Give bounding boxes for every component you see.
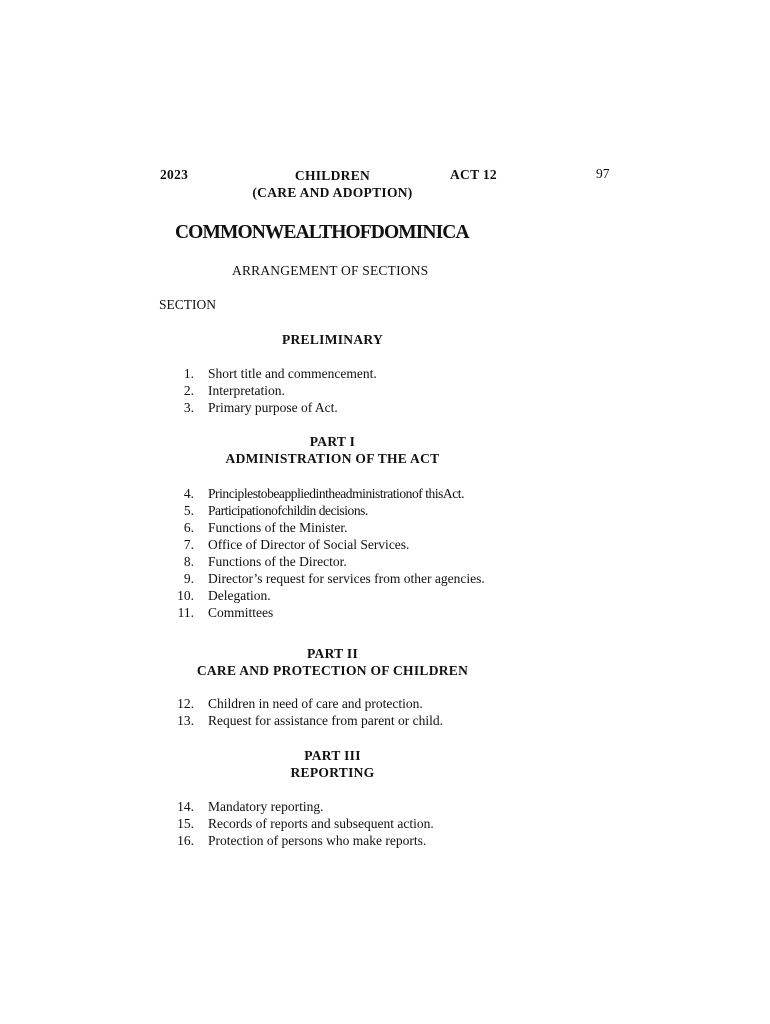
toc-item-number: 1. — [183, 366, 194, 381]
toc-item[interactable] — [160, 798, 434, 815]
part-heading-preliminary — [160, 331, 505, 348]
toc-item-number: 9. — [183, 571, 194, 586]
toc-item[interactable] — [160, 570, 485, 587]
part-heading-line1: PART III — [304, 748, 361, 763]
toc-item-number: 8. — [183, 554, 194, 569]
toc-item-number: 10. — [177, 588, 194, 603]
toc-item-number: 11. — [177, 605, 194, 620]
toc-item[interactable] — [160, 587, 485, 604]
toc-list-part-iii — [160, 798, 434, 849]
part-heading-part-ii — [160, 645, 505, 679]
toc-item-number: 7. — [183, 537, 194, 552]
section-label: SECTION — [159, 297, 216, 312]
toc-item-title: Director’s request for services from other agencies. — [208, 571, 485, 586]
toc-item[interactable] — [160, 519, 485, 536]
toc-list-part-ii — [160, 695, 443, 729]
toc-item-number: 16. — [177, 833, 194, 848]
header-act-title — [240, 167, 425, 201]
toc-item[interactable] — [160, 365, 377, 382]
header-title-line1: CHILDREN — [294, 168, 371, 183]
toc-item-title: Request for assistance from parent or child. — [208, 713, 444, 728]
toc-item-title: Committees — [208, 605, 274, 620]
toc-item[interactable] — [160, 815, 434, 832]
header-year: 2023 — [160, 167, 189, 182]
toc-item-title: Functions of the Minister. — [208, 520, 348, 535]
toc-item-number: 15. — [177, 816, 194, 831]
toc-item[interactable] — [160, 553, 485, 570]
part-heading-part-i — [160, 433, 505, 467]
toc-item-title: Records of reports and subsequent action. — [208, 816, 434, 831]
toc-item-title: Participationofchildin decisions. — [208, 503, 368, 518]
toc-item-number: 2. — [183, 383, 194, 398]
toc-item-number: 6. — [183, 520, 194, 535]
part-heading-line2: REPORTING — [290, 765, 375, 780]
toc-item-title: Short title and commencement. — [208, 366, 377, 381]
toc-list-preliminary — [160, 365, 377, 416]
toc-item[interactable] — [160, 832, 434, 849]
toc-item[interactable] — [160, 485, 485, 502]
part-heading-line2: CARE AND PROTECTION OF CHILDREN — [196, 663, 469, 678]
header-act-number: ACT 12 — [450, 167, 497, 182]
toc-item-title: Office of Director of Social Services. — [208, 537, 410, 552]
toc-item-title: Delegation. — [208, 588, 271, 603]
toc-item[interactable] — [160, 604, 485, 621]
header-title-line2: (CARE AND ADOPTION) — [252, 185, 413, 200]
part-heading-line2: ADMINISTRATION OF THE ACT — [225, 451, 440, 466]
toc-item-number: 3. — [183, 400, 194, 415]
toc-item-title: Protection of persons who make reports. — [208, 833, 427, 848]
part-heading-line1: PRELIMINARY — [281, 332, 384, 347]
toc-list-part-i — [160, 485, 485, 621]
toc-item-number: 5. — [183, 503, 194, 518]
toc-item-title: Children in need of care and protection. — [208, 696, 423, 711]
toc-item[interactable] — [160, 695, 443, 712]
toc-item-number: 4. — [183, 486, 194, 501]
part-heading-line1: PART II — [306, 646, 358, 661]
toc-item-number: 13. — [177, 713, 194, 728]
toc-item-title: Primary purpose of Act. — [208, 400, 338, 415]
arrangement-heading: ARRANGEMENT OF SECTIONS — [232, 263, 429, 278]
toc-item[interactable] — [160, 502, 485, 519]
part-heading-line1: PART I — [309, 434, 356, 449]
country-title: COMMONWEALTHOFDOMINICA — [175, 222, 469, 243]
page-number: 97 — [596, 166, 610, 181]
toc-item-title: Functions of the Director. — [208, 554, 347, 569]
toc-item-number: 12. — [177, 696, 194, 711]
toc-item-title: Principlestobeappliedintheadministrationof thisAct. — [208, 486, 464, 501]
toc-item-number: 14. — [177, 799, 194, 814]
toc-item[interactable] — [160, 712, 443, 729]
toc-item[interactable] — [160, 536, 485, 553]
part-heading-part-iii — [160, 747, 505, 781]
toc-item[interactable] — [160, 399, 377, 416]
toc-item-title: Interpretation. — [208, 383, 285, 398]
toc-item-title: Mandatory reporting. — [208, 799, 324, 814]
toc-item[interactable] — [160, 382, 377, 399]
